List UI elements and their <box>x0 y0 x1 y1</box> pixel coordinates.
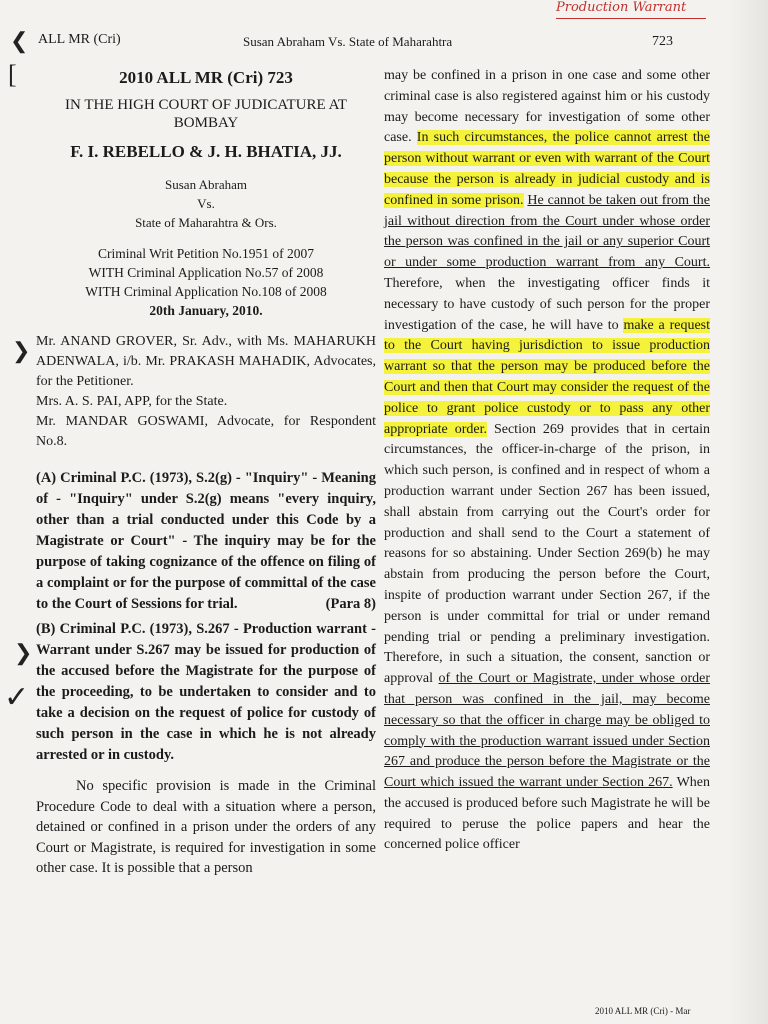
underlined-text: He cannot be taken out from the jail without direction from the Court under whose order the person was confined in the jail or any superior Court or under some production warrant from any Court. <box>384 192 710 271</box>
running-header <box>0 32 768 54</box>
highlighted-text: make a request to the Court having jurisdiction to issue production warrant so that the person may be produced before the Court and then that Court may consider the request of the police to grant police custody or to pass any other appropriate order. <box>384 317 711 437</box>
headnote-a-text: (A) Criminal P.C. (1973), S.2(g) - "Inquiry" - Meaning of - "Inquiry" under S.2(g) means "every inquiry, other than a trial conducted under this Code by a Magistrate or Court" - The inquiry may be for the purpose of taking cognizance of the offence on filing of a complaint or for the purpose of committal of the case to the Court of Sessions for trial. <box>36 470 376 612</box>
respondent-name: State of Maharahtra & Ors. <box>135 215 277 230</box>
margin-mark-icon: ❯ <box>14 640 33 665</box>
versus: Vs. <box>197 196 215 211</box>
headnote-a-para: (Para 8) <box>325 596 376 612</box>
petition-numbers <box>36 244 376 320</box>
text-span: may be confined in a prison in one case and some other criminal case is also registered against him or his custody may become necessary for investigation of some other case. <box>384 68 710 146</box>
page-edge-shadow <box>728 0 768 1024</box>
handwritten-underline <box>556 18 706 19</box>
counsel-entry: Mr. ANAND GROVER, Sr. Adv., with Ms. MAHARUKH ADENWALA, i/b. Mr. PRAKASH MAHADIK, Advocates, for the Petitioner. <box>36 334 376 389</box>
counsel-entry: Mr. MANDAR GOSWAMI, Advocate, for Respondent No.8. <box>36 414 376 449</box>
header-journal: ALL MR (Cri) <box>38 32 121 47</box>
petition-line: WITH Criminal Application No.57 of 2008 <box>88 265 324 280</box>
page-footer: 2010 ALL MR (Cri) - Mar <box>595 1006 691 1016</box>
left-column <box>36 60 376 879</box>
petition-line: Criminal Writ Petition No.1951 of 2007 <box>98 246 314 261</box>
parties <box>36 176 376 232</box>
headnote-b: (B) Criminal P.C. (1973), S.267 - Production warrant - Warrant under S.267 may be issued for production of the accused before the Magistrate for the purpose of the proceeding, to be undertaken to consider and to take a decision on the request of police for custody of such person in the case in which he is not already arrested or in custody. <box>36 621 376 763</box>
judgment-body: No specific provision is made in the Criminal Procedure Code to deal with a situation where a person, detained or confined in a prison under the orders of any Court or Magistrate, is required for investigation in some other case. It is possible that a person <box>36 778 376 876</box>
judgment-date: 20th January, 2010. <box>149 303 263 318</box>
margin-bracket-icon: [ <box>8 60 17 89</box>
text-span: Therefore, when the investigating officer finds it necessary to have custody of such person for the proper investigation of the case, he will have to <box>384 275 710 333</box>
counsel-entry: Mrs. A. S. PAI, APP, for the State. <box>36 394 228 409</box>
margin-mark-icon: ❮ <box>10 28 29 53</box>
court-line: IN THE HIGH COURT OF JUDICATURE AT <box>65 97 347 113</box>
handwritten-note: Production Warrant <box>556 0 687 15</box>
highlighted-text: In such circumstances, the police cannot arrest the person without warrant or even with warrant of the Court because the person is already in judicial custody and is confined in some prison. <box>384 130 710 208</box>
text-span: When the accused is produced before such Magistrate he will be required to peruse the police papers and hear the concerned police officer <box>384 775 711 853</box>
text-span: Section 269 provides that in certain circumstances, the officer-in-charge of the prison, in which such person, is confined and in respect of whom a production warrant under Section 267 has been issued, shall abstain from carrying out the Court's order for production and shall send to the Court a statement of reasons for so abstaining. Under Section 269(b) he may abstain from producing the person before the Court, inspite of production warrant under Section 267, if the person is under committal for trial or under remand pending trial or pending a preliminary investigation. Therefore, in such a situation, the consent, sanction or approval <box>384 421 710 687</box>
counsel-list <box>36 332 376 452</box>
judges: F. I. REBELLO & J. H. BHATIA, JJ. <box>70 142 342 161</box>
header-page-number: 723 <box>652 34 673 49</box>
right-column <box>384 60 710 856</box>
petitioner-name: Susan Abraham <box>165 177 247 192</box>
checkmark-icon: ✓ <box>4 681 30 714</box>
headnote-a <box>36 468 376 615</box>
margin-mark-icon: ❯ <box>12 338 31 363</box>
paragraph <box>384 66 710 856</box>
header-case-title: Susan Abraham Vs. State of Maharahtra <box>243 34 453 49</box>
citation: 2010 ALL MR (Cri) 723 <box>119 68 293 87</box>
court-line: BOMBAY <box>173 115 239 131</box>
underlined-text: of the Court or Magistrate, under whose order that person was confined in the jail, may become necessary so that the officer in charge may be obliged to comply with the production warrant issued under Section 267 and produce the person before the Magistrate or the Court which issued the warrant under Section 267. <box>384 671 711 791</box>
court-name <box>36 96 376 132</box>
petition-line: WITH Criminal Application No.108 of 2008 <box>85 284 327 299</box>
